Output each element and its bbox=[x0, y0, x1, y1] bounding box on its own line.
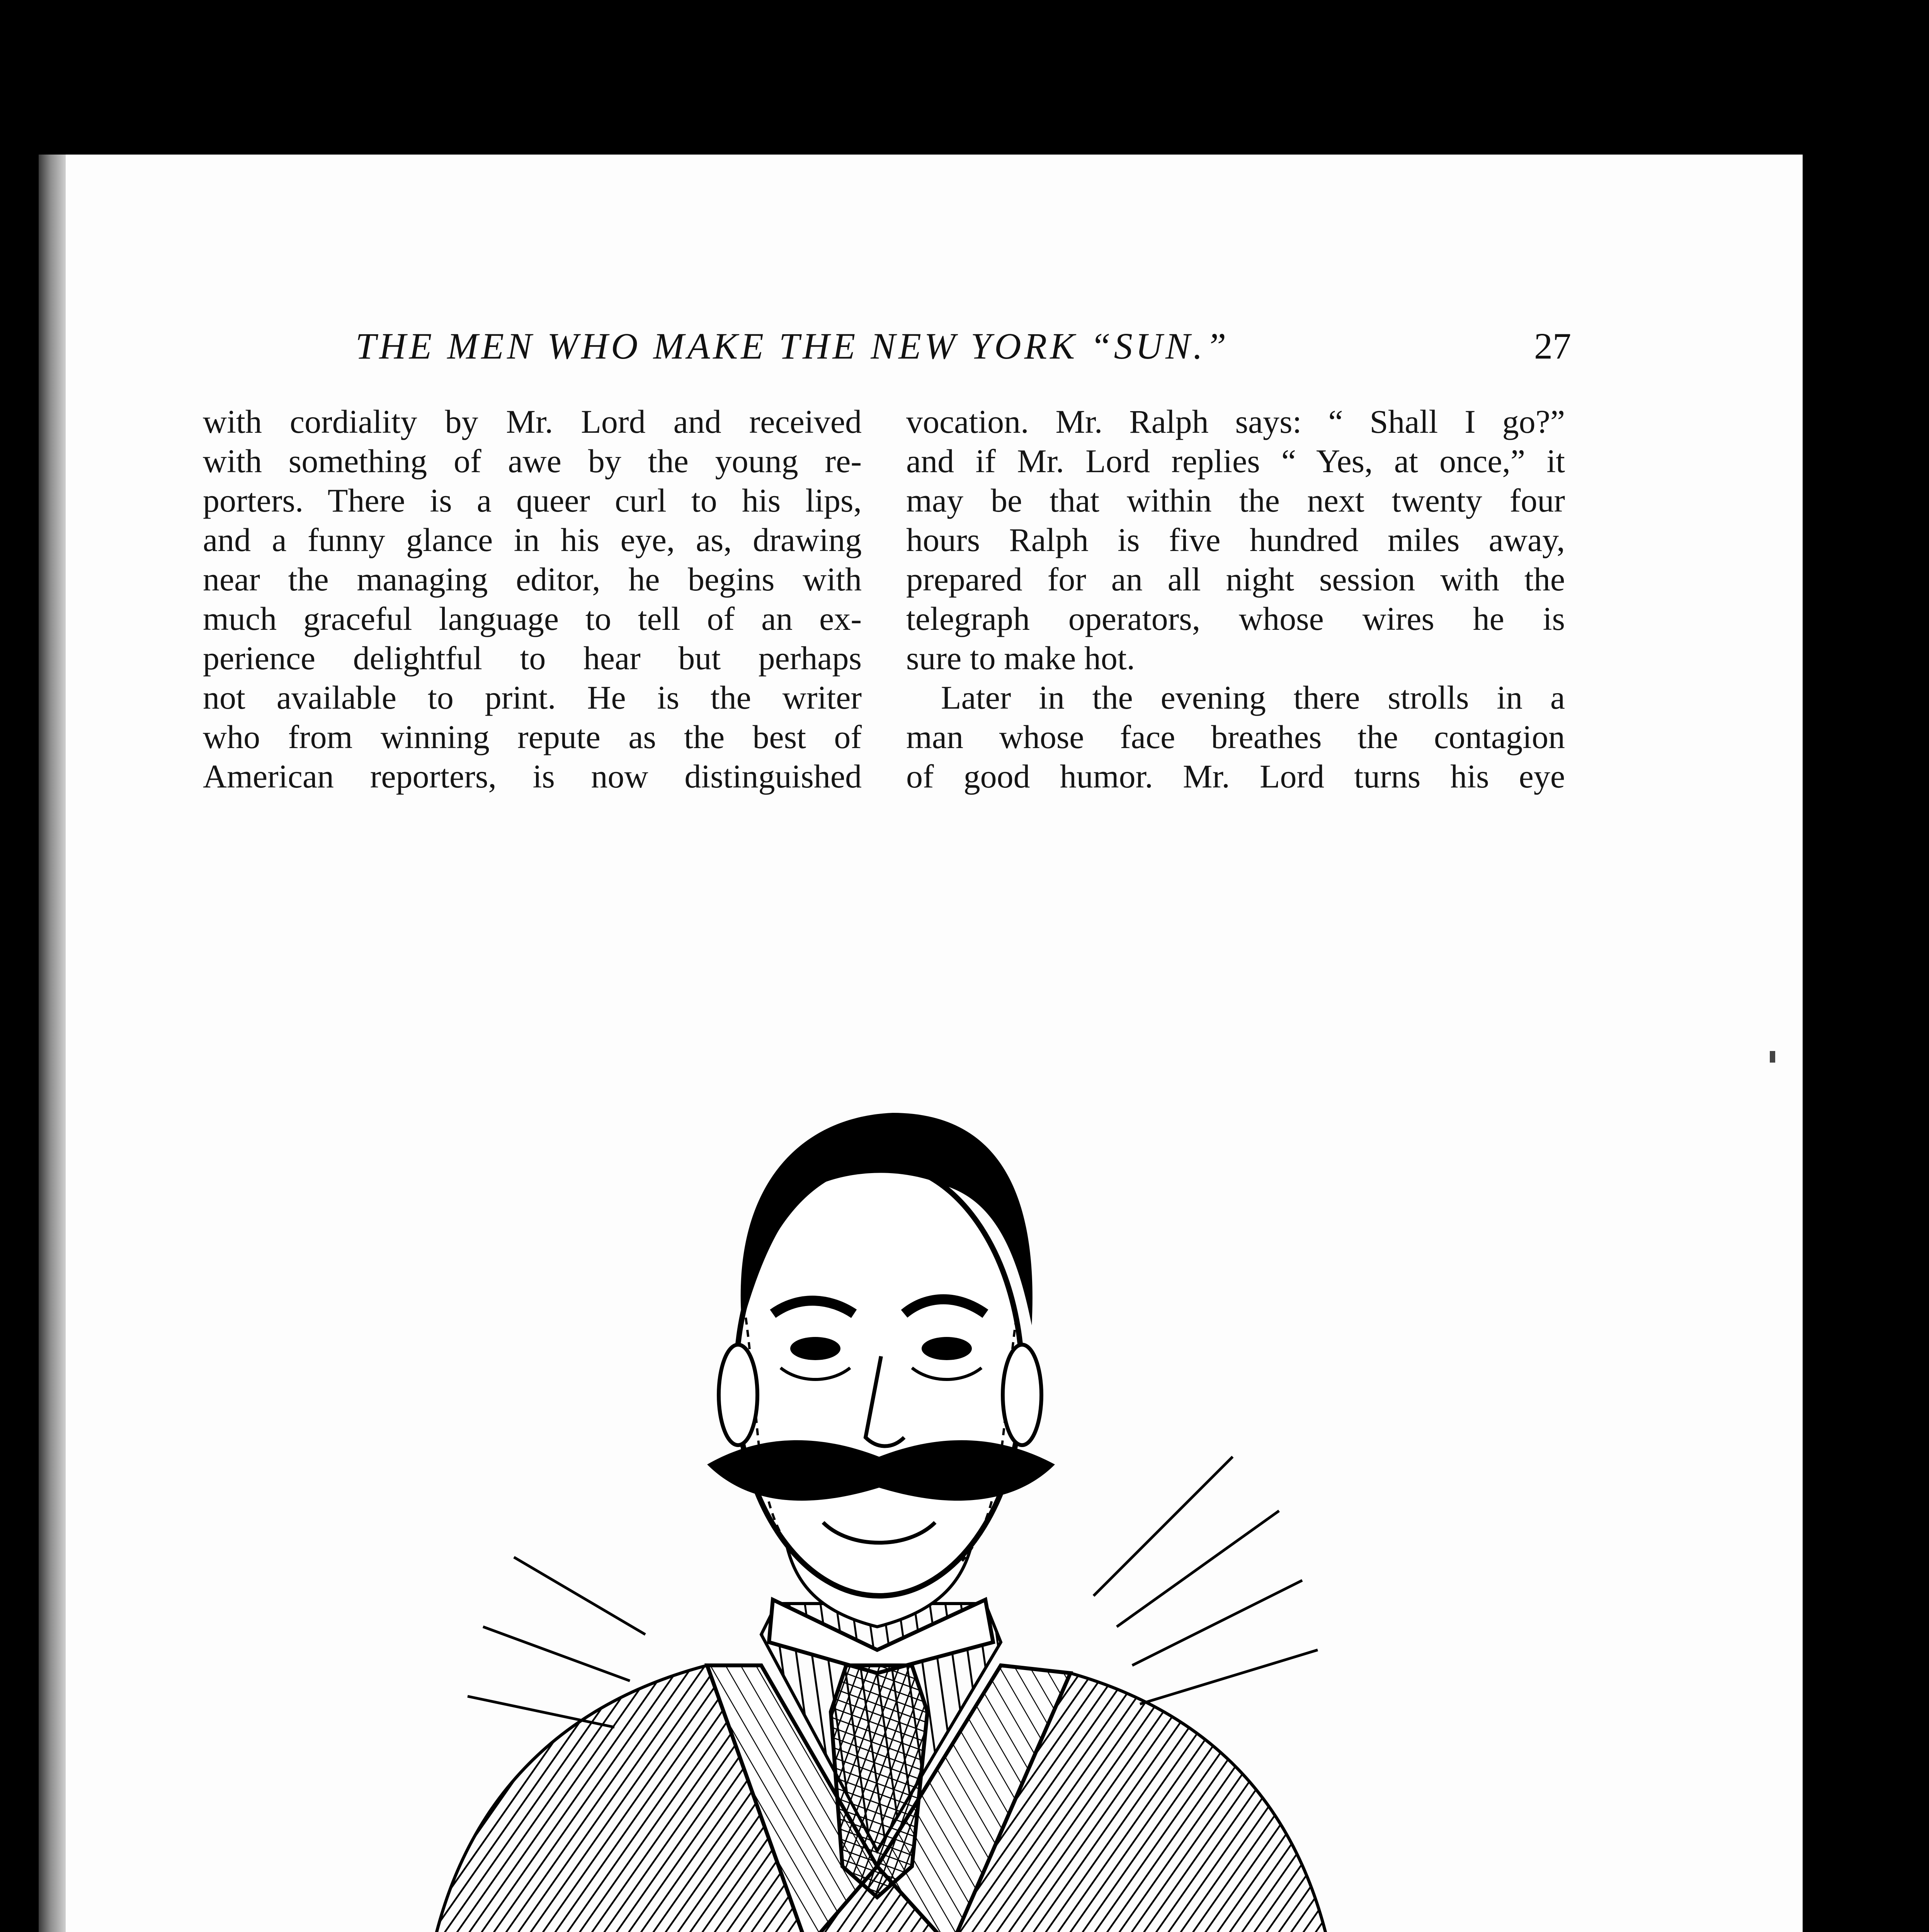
magazine-page bbox=[39, 155, 1803, 1932]
text-line: of good humor. Mr. Lord turns his eye bbox=[906, 758, 1565, 795]
page-spine-shadow bbox=[39, 155, 66, 1932]
text-line: sure to make hot. bbox=[906, 639, 1135, 677]
text-line: with cordiality by Mr. Lord and received bbox=[203, 403, 862, 440]
text-line: much graceful language to tell of an ex- bbox=[203, 600, 862, 637]
text-line: porters. There is a queer curl to his lips, bbox=[203, 482, 862, 519]
text-line: with something of awe by the young re- bbox=[203, 442, 862, 480]
ink-speck bbox=[1770, 1051, 1775, 1063]
text-column-top-left bbox=[203, 402, 862, 796]
text-line: near the managing editor, he begins with bbox=[203, 561, 862, 598]
running-head: THE MEN WHO MAKE THE NEW YORK “SUN.” bbox=[356, 325, 1230, 367]
text-line: and if Mr. Lord replies “ Yes, at once,” it bbox=[906, 442, 1565, 480]
text-column-top-right bbox=[906, 402, 1565, 796]
text-line: hours Ralph is five hundred miles away, bbox=[906, 521, 1565, 558]
text-line: man whose face breathes the contagion bbox=[906, 718, 1565, 755]
text-line: perience delightful to hear but perhaps bbox=[203, 639, 862, 677]
text-line: American reporters, is now distinguished bbox=[203, 758, 862, 795]
text-line: vocation. Mr. Ralph says: “ Shall I go?” bbox=[906, 403, 1565, 440]
text-line: Later in the evening there strolls in a bbox=[941, 679, 1565, 716]
text-line: not available to print. He is the writer bbox=[203, 679, 862, 716]
text-line: and a funny glance in his eye, as, drawing bbox=[203, 521, 862, 558]
text-line: telegraph operators, whose wires he is bbox=[906, 600, 1565, 637]
page-number: 27 bbox=[1534, 325, 1571, 367]
text-line: who from winning repute as the best of bbox=[203, 718, 862, 755]
text-line: may be that within the next twenty four bbox=[906, 482, 1565, 519]
portrait-illustration bbox=[413, 1047, 1349, 1932]
text-line: prepared for an all night session with the bbox=[906, 561, 1565, 598]
